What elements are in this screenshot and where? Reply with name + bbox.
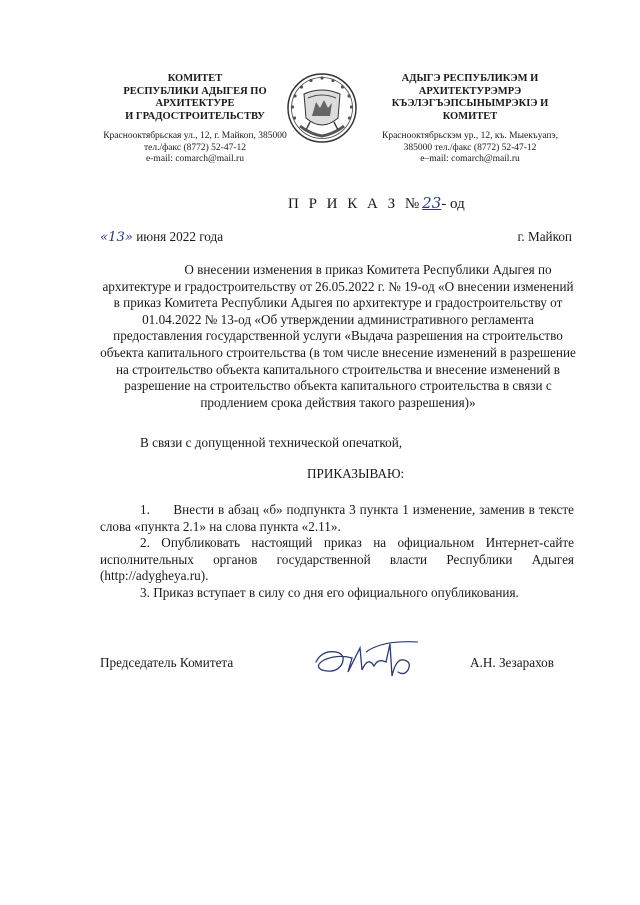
adygea-emblem-icon <box>286 72 358 144</box>
order-subject: О внесении изменения в приказ Комитета Республики Адыгея по архитектуре и градостроительству от 26.05.2022 г. № 19-од «О внесении изменений в приказ Комитета Республики Адыгея по архитектуре и градостроительству от 01.04.2022 № 13-од «Об утверждении административного регламента предоставления государственной услуги «Выдача разрешения на строительство объекта капитального строительства (в том числе внесение изменений в разрешение на строительство объекта капитального строительства и внесение изменений в разрешение на строительство объекта капитального строительства в связи с продлением срока действия такого разрешения)» <box>100 262 576 410</box>
order-title: П Р И К А З №23- од <box>288 194 465 212</box>
order-item-2: 2. Опубликовать настоящий приказ на официальном Интернет-сайте исполнительных органов государственной власти Республики Адыгея (http://adygheya.ru). <box>100 535 574 584</box>
coat-of-arms-emblem <box>286 72 358 144</box>
committee-name-ady: АДЫГЭ РЕСПУБЛИКЭМ И АРХИТЕКТУРЭМРЭ КЪЭЛЭГЪЭПСЫНЫМРЭКIЭ И КОМИТЕТ <box>391 73 549 122</box>
signature-icon <box>308 636 428 684</box>
order-items <box>100 502 574 602</box>
header-right <box>370 73 570 166</box>
signatory-position: Председатель Комитета <box>100 655 234 670</box>
preamble: В связи с допущенной технической опечаткой, <box>140 435 403 450</box>
order-city: г. Майкоп <box>517 229 572 244</box>
order-item-1: 1. Внести в абзац «б» подпункта 3 пункта 1 изменение, заменив в тексте слова «пункта 2.1» на слова пункта «2.11». <box>100 502 574 534</box>
order-item-3: 3. Приказ вступает в силу со дня его официального опубликования. <box>140 584 519 600</box>
committee-address-ru: Краснооктябрьская ул., 12, г. Майкоп, 385000 тел./факс (8772) 52-47-12 e-mail: comarch@mail.ru <box>103 131 287 164</box>
header-left <box>100 73 290 166</box>
order-number: 23 <box>422 194 442 212</box>
handwritten-signature <box>308 636 428 684</box>
date-day: «13» <box>100 230 133 245</box>
order-date: «13» июня 2022 года <box>100 229 224 245</box>
signatory-name: А.Н. Зезарахов <box>470 655 554 670</box>
committee-address-ady: Краснооктябрьскэм ур., 12, къ. Мыекъуапэ, 385000 тел./факс (8772) 52-47-12 e–mail: comarch@mail.ru <box>382 131 558 164</box>
order-word: ПРИКАЗЫВАЮ: <box>307 466 405 481</box>
committee-name-ru: КОМИТЕТ РЕСПУБЛИКИ АДЫГЕЯ ПО АРХИТЕКТУРЕ И ГРАДОСТРОИТЕЛЬСТВУ <box>123 73 267 122</box>
